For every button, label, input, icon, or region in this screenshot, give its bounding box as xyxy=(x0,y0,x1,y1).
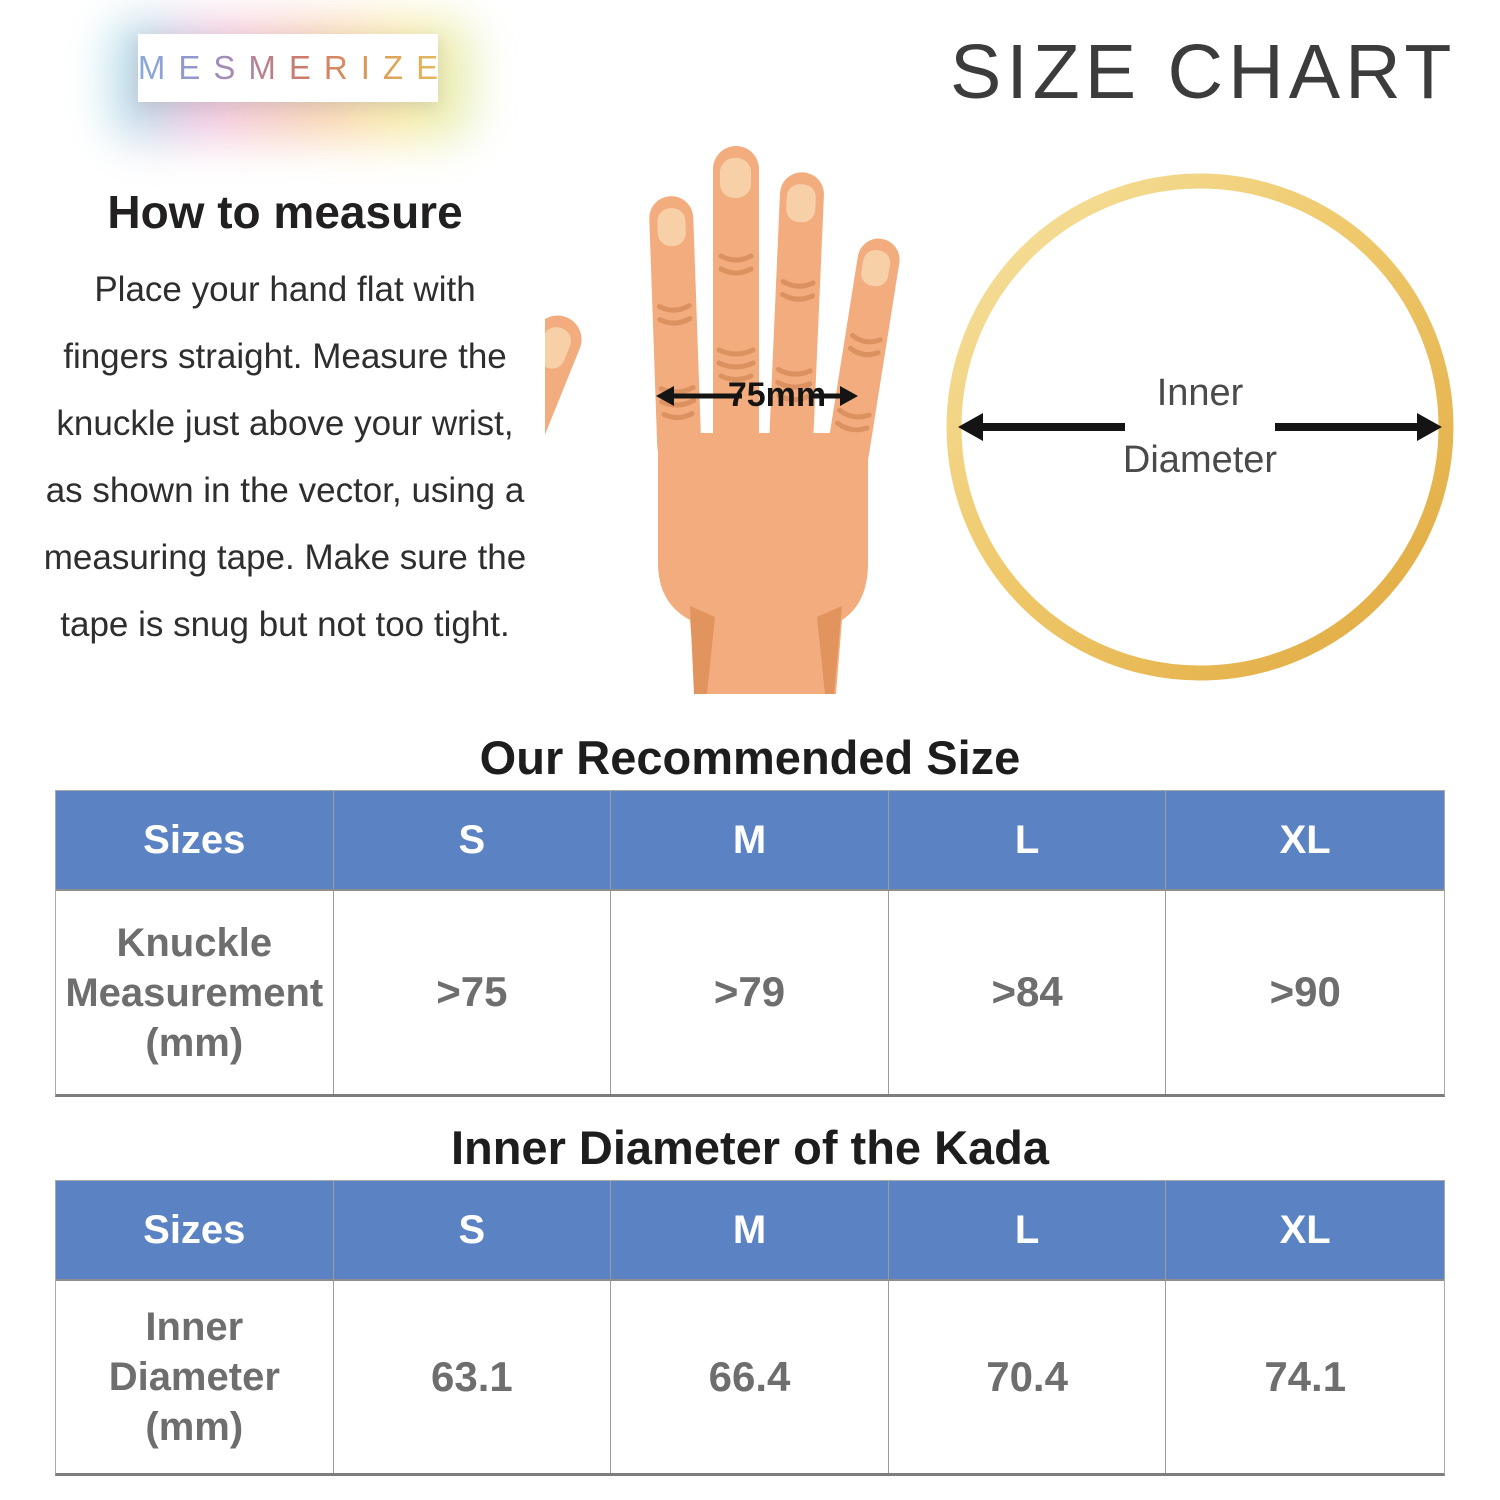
t1-header-xl: XL xyxy=(1166,791,1444,891)
t2-header-sizes: Sizes xyxy=(56,1181,334,1281)
t1-header-l: L xyxy=(889,791,1167,891)
t2-row-label: Inner Diameter (mm) xyxy=(56,1281,334,1473)
t1-row-label: Knuckle Measurement (mm) xyxy=(56,891,334,1094)
inner-diameter-table xyxy=(55,1180,1445,1476)
t2-header-m: M xyxy=(611,1181,889,1281)
ring-finger xyxy=(768,171,825,469)
pinky-finger xyxy=(823,236,902,482)
t2-value-xl: 74.1 xyxy=(1264,1352,1347,1400)
index-finger xyxy=(649,195,702,468)
t2-header-l: L xyxy=(889,1181,1167,1281)
thumb xyxy=(545,308,589,591)
hand-width-label: 75mm xyxy=(727,375,827,414)
t2-header-s: S xyxy=(334,1181,612,1281)
recommended-size-table xyxy=(55,790,1445,1097)
inner-diameter-label-line2: Diameter xyxy=(1122,439,1278,481)
t1-value-m: >79 xyxy=(611,891,889,1094)
t2-value-l: 70.4 xyxy=(889,1281,1167,1473)
t1-header-m: M xyxy=(611,791,889,891)
recommended-size-title: Our Recommended Size xyxy=(479,731,1021,784)
hand-illustration xyxy=(545,138,905,696)
how-to-measure-instructions: Place your hand flat with fingers straight. Measure the knuckle just above your wrist, as shown in the vector, using a measuring tape. Make sure the tape is snug but not too tight. xyxy=(43,270,527,644)
t2-header-xl: XL xyxy=(1166,1181,1444,1281)
t2-value-s: 63.1 xyxy=(334,1281,612,1473)
how-to-measure-heading: How to measure xyxy=(107,186,463,238)
bangle-ring-illustration xyxy=(935,155,1465,705)
brand-logo xyxy=(128,26,452,126)
t1-header-sizes: Sizes xyxy=(56,791,334,891)
inner-diameter-title: Inner Diameter of the Kada xyxy=(450,1121,1050,1174)
logo-box xyxy=(137,34,452,102)
inner-diameter-label-line1: Inner xyxy=(1156,372,1244,414)
t1-value-s: >75 xyxy=(334,891,612,1094)
t1-value-l: >84 xyxy=(889,891,1167,1094)
t2-value-m: 66.4 xyxy=(611,1281,889,1473)
page-title: SIZE CHART xyxy=(950,29,1457,115)
t1-value-xl: >90 xyxy=(1269,968,1341,1016)
middle-finger xyxy=(713,146,759,468)
inner-diameter-arrow xyxy=(958,413,1442,441)
logo-text: MESMERIZE xyxy=(125,49,451,87)
t1-header-s: S xyxy=(334,791,612,891)
